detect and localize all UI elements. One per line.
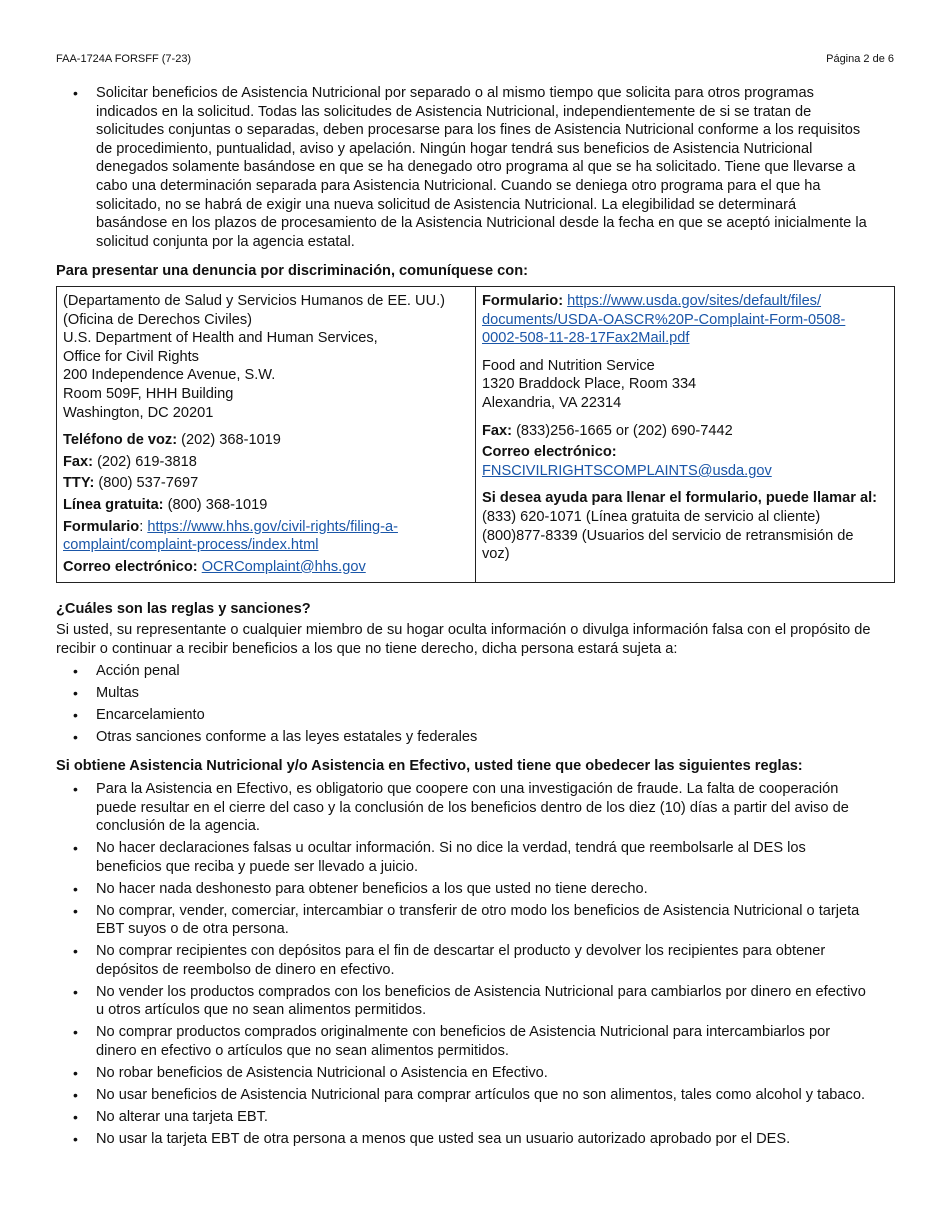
address-line: 1320 Braddock Place, Room 334 bbox=[482, 376, 697, 393]
email-label: Correo electrónico: bbox=[482, 444, 617, 461]
address-line: Office for Civil Rights bbox=[63, 348, 199, 365]
tty-label: TTY: bbox=[63, 475, 95, 492]
address-line: (Oficina de Derechos Civiles) bbox=[63, 311, 252, 328]
tty-value: (800) 537-7697 bbox=[94, 475, 199, 492]
address-line: U.S. Department of Health and Human Services, bbox=[63, 330, 378, 347]
list-item: • Para la Asistencia en Efectivo, es obligatorio que coopere con una investigación de fraude. La falta de cooperación puede resultar en el cierre del caso y la conclusión de los beneficios dentro de los diez (10) días a partir del aviso de conclusión de la agencia. bbox=[56, 780, 868, 836]
list-item: • Acción penal bbox=[56, 662, 868, 681]
top-bullet-list bbox=[56, 84, 868, 251]
hhs-email bbox=[63, 558, 469, 577]
tollfree-label: Línea gratuita: bbox=[63, 496, 164, 513]
usda-contact-cell bbox=[476, 287, 895, 583]
rules-heading: ¿Cuáles son las reglas y sanciones? bbox=[56, 601, 311, 617]
hhs-tollfree bbox=[63, 496, 469, 515]
hhs-form-link[interactable]: https://www.hhs.gov/civil-rights/filing-a- bbox=[147, 518, 398, 535]
usda-email-link[interactable]: FNSCIVILRIGHTSCOMPLAINTS@usda.gov bbox=[482, 462, 772, 479]
obey-rules-list bbox=[56, 780, 868, 1152]
hhs-form-link-cont[interactable]: complaint/complaint-process/index.html bbox=[63, 537, 319, 554]
voice-value: (202) 368-1019 bbox=[177, 432, 281, 449]
form-separator: : bbox=[139, 518, 148, 535]
list-item: • Multas bbox=[56, 684, 868, 703]
hhs-voice-phone bbox=[63, 431, 469, 450]
list-item: • Solicitar beneficios de Asistencia Nutricional por separado o al mismo tiempo que solicita para otros programas indicados en la solicitud. Todas las solicitudes de Asistencia Nutricional, independientemente de si se tratan de solicitudes conjuntas o separadas, deben procesarse para los fines de Asistencia Nutricional conforme a los requisitos de procedimiento, puntualidad, aviso y apelación. Ningún hogar tendrá sus beneficios de Asistencia Nutricional denegados solamente basándose en que se ha denegado otro programa al que se ha solicitado. Tiene que llevarse a cabo una determinación separada para Asistencia Nutricional. Cuando se deniega otro programa para el que ha solicitado, no se habrá de exigir una nueva solicitud de Asistencia Nutricional. La elegibilidad se determinará basándose en los plazos de procesamiento de la Asistencia Nutricional desde la fecha en que se aceptó inicialmente la solicitud conjunta por la agencia estatal. bbox=[56, 84, 868, 251]
help-line: voz) bbox=[482, 546, 510, 563]
usda-form bbox=[482, 292, 888, 348]
usda-form-link-cont[interactable]: 0002-508-11-28-17Fax2Mail.pdf bbox=[482, 330, 690, 347]
fax-label: Fax: bbox=[63, 453, 94, 470]
usda-address bbox=[482, 357, 888, 413]
list-item: • No robar beneficios de Asistencia Nutricional o Asistencia en Efectivo. bbox=[56, 1064, 868, 1083]
help-line: (800)877-8339 (Usuarios del servicio de retransmisión de bbox=[482, 527, 854, 544]
form-id: FAA-1724A FORSFF (7-23) bbox=[56, 53, 192, 65]
address-line: (Departamento de Salud y Servicios Humanos de EE. UU.) bbox=[63, 293, 446, 309]
list-item: • No usar beneficios de Asistencia Nutricional para comprar artículos que no son alimentos, tales como alcohol y tabaco. bbox=[56, 1086, 868, 1105]
form-label: Formulario bbox=[63, 518, 140, 535]
list-item: • Encarcelamiento bbox=[56, 706, 868, 725]
hhs-form bbox=[63, 518, 469, 555]
hhs-tty bbox=[63, 474, 469, 493]
address-line: Alexandria, VA 22314 bbox=[482, 394, 622, 411]
voice-label: Teléfono de voz: bbox=[63, 432, 178, 449]
help-label: Si desea ayuda para llenar el formulario, puede llamar al: bbox=[482, 490, 877, 507]
list-item: • No alterar una tarjeta EBT. bbox=[56, 1108, 868, 1127]
fax-label: Fax: bbox=[482, 422, 513, 439]
discrimination-complaint-heading: Para presentar una denuncia por discriminación, comuníquese con: bbox=[56, 263, 528, 279]
tollfree-value: (800) 368-1019 bbox=[163, 496, 268, 513]
hhs-email-link[interactable]: OCRComplaint@hhs.gov bbox=[201, 558, 366, 575]
list-item: • No usar la tarjeta EBT de otra persona a menos que usted sea un usuario autorizado aprobado por el DES. bbox=[56, 1130, 868, 1149]
usda-help bbox=[482, 489, 888, 563]
list-item: • No hacer declaraciones falsas u ocultar información. Si no dice la verdad, tendrá que reembolsarle al DES los beneficios que reciba y puede ser llevado a juicio. bbox=[56, 839, 868, 876]
fax-value: (202) 619-3818 bbox=[93, 453, 197, 470]
address-line: Washington, DC 20201 bbox=[63, 404, 214, 421]
list-item: • No vender los productos comprados con los beneficios de Asistencia Nutricional para cambiarlos por dinero en efectivo u otros artículos que no sean alimentos permitidos. bbox=[56, 983, 868, 1020]
hhs-address bbox=[63, 292, 469, 422]
address-line: 200 Independence Avenue, S.W. bbox=[63, 367, 276, 384]
address-line: Food and Nutrition Service bbox=[482, 357, 655, 374]
contact-table bbox=[56, 286, 895, 583]
usda-form-link-cont[interactable]: documents/USDA-OASCR%20P-Complaint-Form-0508- bbox=[482, 311, 846, 328]
sanctions-list bbox=[56, 662, 868, 750]
address-line: Room 509F, HHH Building bbox=[63, 385, 234, 402]
list-item: • No comprar productos comprados originalmente con beneficios de Asistencia Nutricional para intercambiarlos por dinero en efectivo o artículos que no sean alimentos permitidos. bbox=[56, 1023, 868, 1060]
form-label: Formulario: bbox=[482, 293, 564, 309]
usda-email bbox=[482, 443, 888, 480]
hhs-fax bbox=[63, 453, 469, 472]
usda-form-link[interactable]: https://www.usda.gov/sites/default/files/ bbox=[567, 293, 822, 309]
hhs-contact-cell bbox=[57, 287, 476, 583]
usda-fax bbox=[482, 422, 888, 441]
rules-intro: Si usted, su representante o cualquier miembro de su hogar oculta información o divulga información falsa con el propósito de recibir o continuar a recibir beneficios a los que no tiene derecho, dicha persona estará sujeta a: bbox=[56, 622, 871, 657]
list-item: • No comprar recipientes con depósitos para el fin de descartar el producto y devolver los recipientes para obtener depósitos de reembolso de dinero en efectivo. bbox=[56, 942, 868, 979]
obey-rules-heading: Si obtiene Asistencia Nutricional y/o Asistencia en Efectivo, usted tiene que obedecer las siguientes reglas: bbox=[56, 758, 803, 774]
help-line: (833) 620-1071 (Línea gratuita de servicio al cliente) bbox=[482, 508, 821, 525]
email-label: Correo electrónico: bbox=[63, 558, 198, 575]
fax-value: (833)256-1665 or (202) 690-7442 bbox=[512, 422, 733, 439]
page-number: Página 2 de 6 bbox=[826, 53, 894, 65]
list-item: • Otras sanciones conforme a las leyes estatales y federales bbox=[56, 728, 868, 747]
list-item: • No comprar, vender, comerciar, intercambiar o transferir de otro modo los beneficios de Asistencia Nutricional o tarjeta EBT suyos o de otra persona. bbox=[56, 902, 868, 939]
list-item: • No hacer nada deshonesto para obtener beneficios a los que usted no tiene derecho. bbox=[56, 880, 868, 899]
